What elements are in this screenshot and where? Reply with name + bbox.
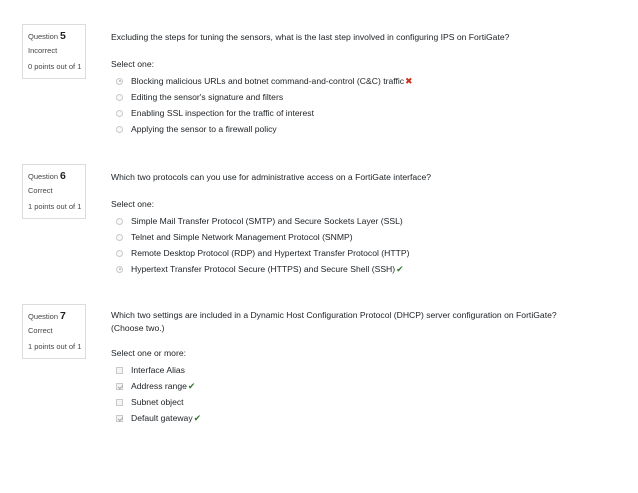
question-state: Incorrect [28,46,58,55]
answer-label: Interface Alias [131,365,185,375]
radio-button[interactable] [116,94,123,101]
answer-list [111,73,611,137]
radio-button[interactable] [116,218,123,225]
question-content [111,31,611,137]
answer-option[interactable] [116,261,611,277]
answer-label: Editing the sensor's signature and filters [131,92,284,102]
question-info-box [22,304,86,359]
question-content [111,309,581,426]
question-info-box [22,164,86,219]
question-number [28,310,85,323]
radio-button[interactable] [116,126,123,133]
answer-option[interactable] [116,378,581,394]
answer-label: Address range [131,381,187,391]
checkbox[interactable] [116,399,123,406]
question-number [28,170,85,183]
radio-button[interactable] [116,250,123,257]
question-label: Question [28,312,59,321]
answer-label: Default gateway [131,413,193,423]
answer-option[interactable] [116,229,611,245]
answer-option[interactable] [116,105,611,121]
answer-prompt: Select one: [111,199,154,209]
answer-label: Applying the sensor to a firewall policy [131,124,277,134]
question-label: Question [28,172,59,181]
question-info-box [22,24,86,79]
answer-list [111,362,581,426]
correct-check-icon: ✔ [193,412,202,423]
answer-label: Enabling SSL inspection for the traffic of interest [131,108,314,118]
checkbox[interactable] [116,415,123,422]
question-content [111,171,611,277]
answer-option[interactable] [116,410,581,426]
correct-check-icon: ✔ [396,263,404,274]
incorrect-x-icon: ✖ [405,75,413,86]
question-number-value: 7 [60,310,66,322]
answer-prompt: Select one: [111,59,154,69]
answer-label: Remote Desktop Protocol (RDP) and Hypertext Transfer Protocol (HTTP) [131,248,410,258]
question-number-value: 6 [60,170,66,182]
question-grade: 1 points out of 1 [28,202,82,211]
question-label: Question [28,32,59,41]
question-state: Correct [28,326,53,335]
radio-button[interactable] [116,266,123,273]
answer-list [111,213,611,277]
answer-option[interactable] [116,89,611,105]
checkbox[interactable] [116,383,123,390]
question-text: Which two settings are included in a Dynamic Host Configuration Protocol (DHCP) server configuration on FortiGate? (Choose two.) [111,310,557,333]
correct-check-icon: ✔ [187,380,196,391]
answer-option[interactable] [116,213,611,229]
checkbox[interactable] [116,367,123,374]
question-number-value: 5 [60,30,66,42]
question-state: Correct [28,186,53,195]
answer-option[interactable] [116,362,581,378]
answer-label: Hypertext Transfer Protocol Secure (HTTPS) and Secure Shell (SSH) [131,264,396,274]
answer-option[interactable] [116,121,611,137]
answer-option[interactable] [116,73,611,89]
answer-prompt: Select one or more: [111,348,186,358]
answer-label: Telnet and Simple Network Management Protocol (SNMP) [131,232,353,242]
radio-button[interactable] [116,78,123,85]
answer-option[interactable] [116,245,611,261]
question-grade: 1 points out of 1 [28,342,82,351]
answer-option[interactable] [116,394,581,410]
question-text: Which two protocols can you use for administrative access on a FortiGate interface? [111,172,432,182]
radio-button[interactable] [116,234,123,241]
question-grade: 0 points out of 1 [28,62,82,71]
question-number [28,30,85,43]
answer-label: Subnet object [131,397,184,407]
radio-button[interactable] [116,110,123,117]
question-text: Excluding the steps for tuning the sensors, what is the last step involved in configuring IPS on FortiGate? [111,32,510,42]
answer-label: Blocking malicious URLs and botnet command-and-control (C&C) traffic [131,76,405,86]
answer-label: Simple Mail Transfer Protocol (SMTP) and Secure Sockets Layer (SSL) [131,216,403,226]
